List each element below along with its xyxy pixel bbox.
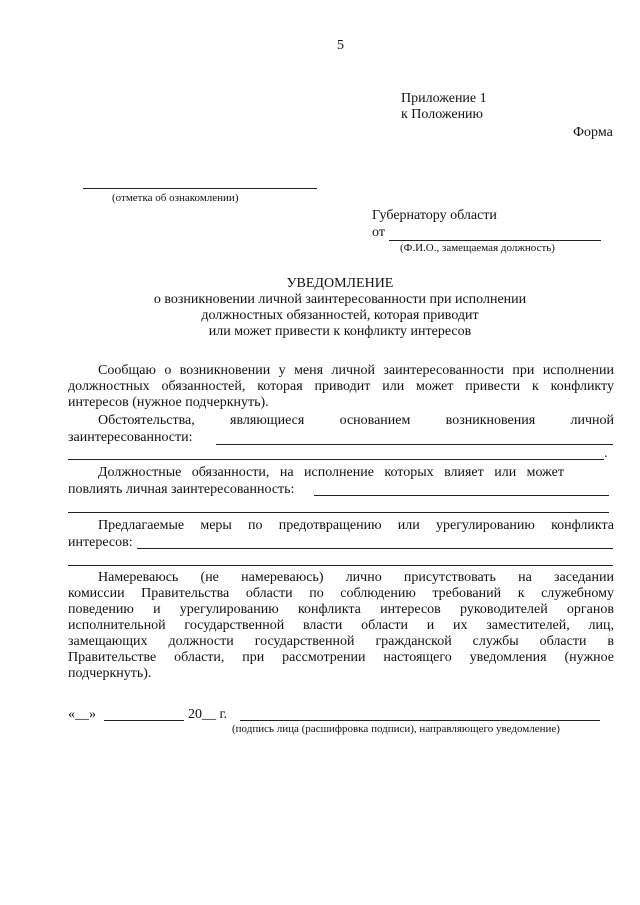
addressee-from-line bbox=[389, 240, 601, 241]
addressee-to: Губернатору области bbox=[372, 208, 497, 223]
paragraph-3-label: повлиять личная заинтересованность: bbox=[68, 482, 295, 497]
signature-date-month-line bbox=[104, 720, 184, 721]
signature-date-day: «__» bbox=[68, 707, 96, 722]
appendix-line-2: к Положению bbox=[401, 107, 484, 122]
paragraph-5-line-5: замещающих должности государственной гражданской службы области в bbox=[68, 634, 614, 649]
appendix-line-1: Приложение 1 bbox=[401, 91, 487, 106]
paragraph-1-line-1: Сообщаю о возникновении у меня личной заинтересованности при исполнении bbox=[98, 363, 614, 378]
paragraph-1-line-3: интересов (нужное подчеркнуть). bbox=[68, 395, 269, 410]
acknowledgment-line bbox=[83, 188, 317, 189]
paragraph-5-line-1: Намереваюсь (не намереваюсь) лично присутствовать на заседании bbox=[98, 570, 614, 585]
paragraph-4-fill-line-2 bbox=[68, 565, 613, 566]
addressee-from-label: от bbox=[372, 225, 385, 240]
document-subtitle-3: или может привести к конфликту интересов bbox=[208, 324, 472, 339]
paragraph-2-fill-line-1 bbox=[216, 444, 613, 445]
document-subtitle-2: должностных обязанностей, которая приводит bbox=[201, 308, 479, 323]
addressee-from-caption: (Ф.И.О., замещаемая должность) bbox=[400, 242, 555, 254]
signature-line bbox=[240, 720, 600, 721]
signature-caption: (подпись лица (расшифровка подписи), направляющего уведомление) bbox=[232, 723, 560, 735]
paragraph-1-line-2: должностных обязанностей, которая приводит или может привести к конфликту bbox=[68, 379, 614, 394]
signature-date-year: 20__ г. bbox=[188, 707, 228, 722]
page-number: 5 bbox=[337, 38, 344, 53]
paragraph-3-fill-line-2 bbox=[68, 512, 609, 513]
paragraph-3-fill-line-1 bbox=[314, 495, 609, 496]
acknowledgment-caption: (отметка об ознакомлении) bbox=[112, 192, 239, 204]
paragraph-4-label: интересов: bbox=[68, 535, 133, 550]
paragraph-5-line-6: Правительстве области, при рассмотрении настоящего уведомления (нужное bbox=[68, 650, 614, 665]
paragraph-5-line-7: подчеркнуть). bbox=[68, 666, 152, 681]
paragraph-4-fill-line-1 bbox=[137, 548, 613, 549]
document-subtitle-1: о возникновении личной заинтересованности при исполнении bbox=[153, 292, 527, 307]
paragraph-3-line-1: Должностные обязанности, на исполнение которых влияет или может bbox=[98, 465, 564, 480]
paragraph-4-line-1: Предлагаемые меры по предотвращению или урегулированию конфликта bbox=[98, 518, 614, 533]
document-title: УВЕДОМЛЕНИЕ bbox=[286, 276, 394, 291]
paragraph-5-line-4: исполнительной государственной власти области и их заместителей, лиц, bbox=[68, 618, 614, 633]
form-label: Форма bbox=[573, 125, 613, 140]
paragraph-5-line-2: комиссии Правительства области по соблюдению требований к служебному bbox=[68, 586, 614, 601]
paragraph-2-end-mark: . bbox=[604, 446, 608, 461]
paragraph-5-line-3: поведению и урегулированию конфликта интересов руководителей органов bbox=[68, 602, 614, 617]
paragraph-2-fill-line-2 bbox=[68, 459, 604, 460]
paragraph-2-line-1: Обстоятельства, являющиеся основанием возникновения личной bbox=[98, 413, 614, 428]
paragraph-2-label: заинтересованности: bbox=[68, 430, 193, 445]
